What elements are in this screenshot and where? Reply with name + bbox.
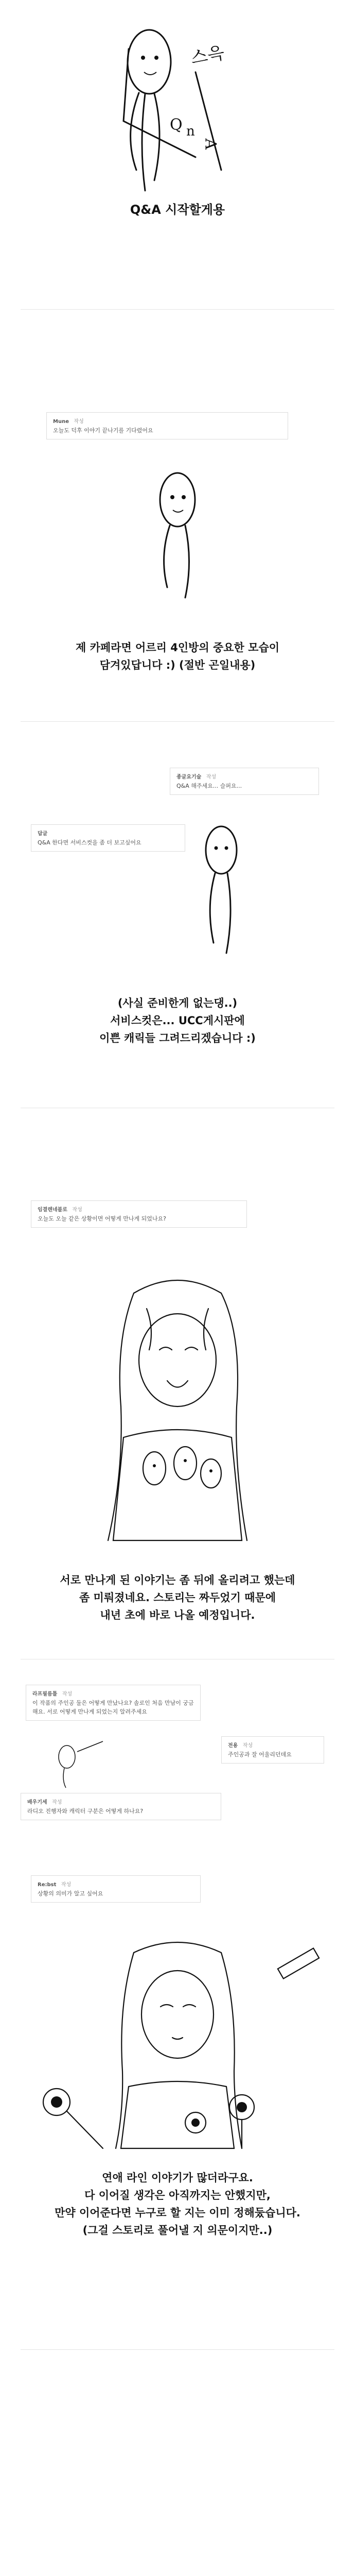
sfx-a: A <box>201 138 220 150</box>
page-title: Q&A 시작할게용 <box>130 202 225 217</box>
comment-meta: 작성 <box>74 419 84 425</box>
comment-meta: 작성 <box>52 1800 62 1805</box>
comment-text: 오늘도 오늘 같은 상황이면 어떻게 만나게 되었나요? <box>38 1215 166 1222</box>
comment-text: 상황의 의미가 알고 싶어요 <box>38 1890 103 1897</box>
sfx-q: Q <box>170 116 183 134</box>
caption-line: 담겨있답니다 :) (절반 곤일내용) <box>99 659 256 671</box>
comment-text: 주인공과 잘 어울리던데요 <box>228 1751 292 1758</box>
comment-author: 답글 <box>38 831 48 837</box>
comment-meta: 작성 <box>61 1882 72 1888</box>
divider <box>21 309 334 310</box>
caption-line: 내년 초에 바로 나올 예정입니다. <box>100 1609 255 1621</box>
comment-author: 종글요기술 <box>176 774 202 780</box>
comment-text: 라디오 진행자와 캐릭터 구분은 어떻게 하나요? <box>27 1808 144 1815</box>
comment-author: 임결렌네블로 <box>38 1207 67 1213</box>
divider <box>21 2349 334 2350</box>
comment-author: 전용 <box>228 1743 238 1749</box>
girl-with-microphones <box>0 1937 355 2154</box>
divider <box>21 721 334 722</box>
comment-card <box>31 1875 201 1903</box>
comment-meta: 작성 <box>72 1207 82 1213</box>
worm-character-3 <box>0 814 355 969</box>
comment-author: 배우기세 <box>27 1800 47 1805</box>
caption-3 <box>0 1571 355 1624</box>
intro-panel <box>0 0 355 289</box>
small-doodle <box>36 1731 139 1793</box>
caption-line: 제 카페라면 어르리 4인방의 중요한 모습이 <box>75 641 280 654</box>
girl-illustration <box>0 1273 355 1561</box>
caption-4 <box>0 2169 355 2239</box>
comment-meta: 작성 <box>62 1691 73 1697</box>
sfx-n: n <box>186 124 195 139</box>
caption-line: 만약 이어준다면 누구로 할 지는 이미 정해둤습니다. <box>55 2207 300 2219</box>
caption-line: 이쁜 캐릭들 그려드리겠습니다 :) <box>99 1032 256 1044</box>
caption-line: 다 이어질 생각은 아직까지는 안했지만, <box>84 2189 271 2201</box>
comment-meta: 작성 <box>242 1743 253 1749</box>
comment-text: Q&A 한다면 서비스컷을 좀 더 보고싶어요 <box>38 839 141 846</box>
comment-card <box>31 1200 247 1228</box>
comment-author: Re:bst <box>38 1882 57 1888</box>
comment-card <box>46 412 288 439</box>
caption-line: 연애 라인 이야기가 많더라구요. <box>102 2172 253 2184</box>
worm-character-intro <box>0 0 355 289</box>
comment-meta: 작성 <box>206 774 217 780</box>
comment-author: 라프필름틀 <box>32 1691 58 1697</box>
comment-card <box>21 1793 221 1820</box>
sfx-top: 스윽 <box>189 42 226 69</box>
comment-card <box>221 1736 324 1764</box>
caption-line: (그걸 스토리로 풀어낼 지 의문이지만..) <box>82 2224 273 2236</box>
caption-1 <box>0 639 355 674</box>
worm-character-2 <box>0 459 355 613</box>
caption-line: 좀 미뤄졌네요. 스토리는 짜두었기 때문에 <box>79 1591 276 1604</box>
comment-card <box>26 1685 201 1721</box>
comment-text: 오늘도 덕후 이야기 끝나기를 기다렸어요 <box>53 427 153 434</box>
comment-card <box>170 768 319 795</box>
caption-line: 서비스컷은... UCC게시판에 <box>110 1014 245 1027</box>
comment-text: 이 작품의 주인공 둘은 어떻게 만났나요? 솔로인 처음 만남이 궁금해요. 서로 어떻게 만나게 되었는지 알려주세요 <box>32 1700 194 1715</box>
caption-2 <box>0 994 355 1047</box>
comment-author: Mune <box>53 419 69 425</box>
caption-line: 서로 만나게 된 이야기는 좀 뒤에 올리려고 했는데 <box>60 1574 295 1586</box>
caption-line: (사실 준비한게 없는댕..) <box>117 997 238 1009</box>
comment-text: Q&A 해주세요... 슬퍼요... <box>176 783 242 789</box>
